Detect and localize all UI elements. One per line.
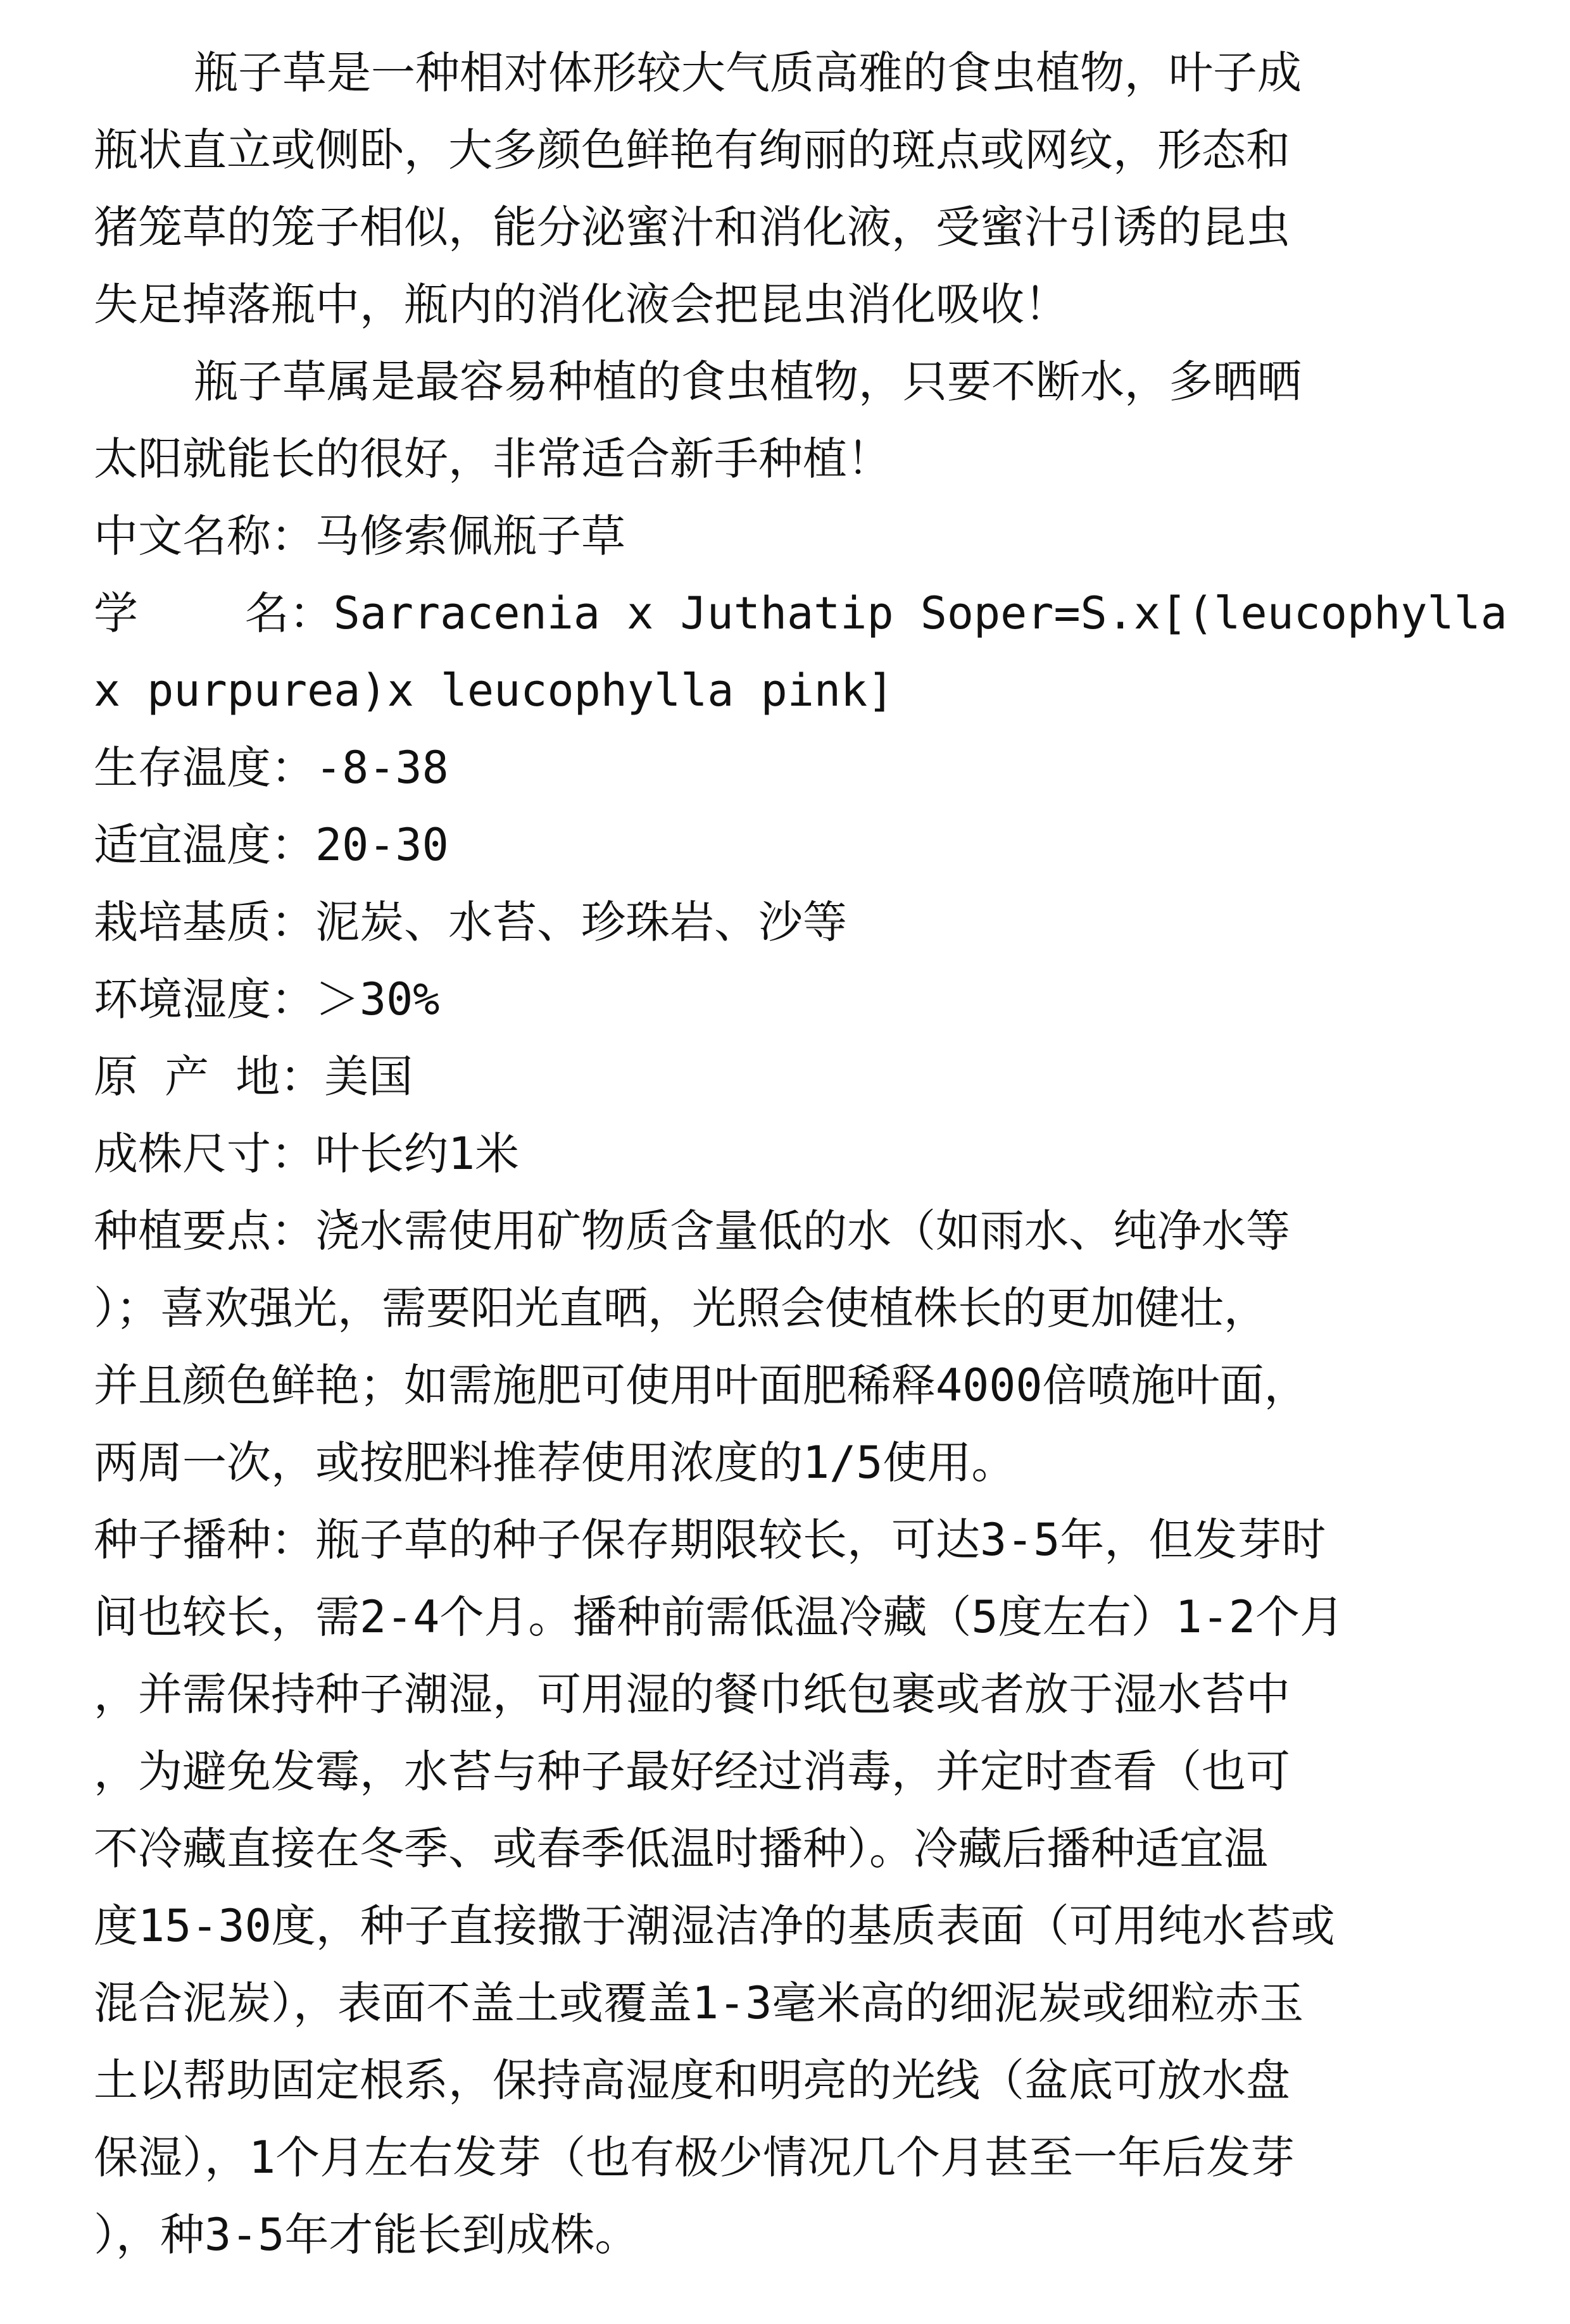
text-line: ）；喜欢强光，需要阳光直晒，光照会使植株长的更加健壮，	[94, 1282, 1268, 1334]
text-line: 种子播种：瓶子草的种子保存期限较长，可达3-5年，但发芽时	[94, 1514, 1326, 1566]
text-line: ，并需保持种子潮湿，可用湿的餐巾纸包裹或者放于湿水苔中	[94, 1668, 1290, 1720]
text-line: 环境湿度：＞30%	[94, 973, 440, 1025]
text-line: 度15-30度，种子直接撒于潮湿洁净的基质表面（可用纯水苔或	[94, 1900, 1335, 1952]
text-line: x purpurea)x leucophylla pink]	[94, 665, 895, 716]
text-line: 瓶状直立或侧卧，大多颜色鲜艳有绚丽的斑点或网纹，形态和	[94, 124, 1290, 176]
text-line: 学 名：Sarracenia x Juthatip Soper=S.x[(leucophylla	[94, 587, 1507, 639]
text-line: 瓶子草是一种相对体形较大气质高雅的食虫植物，叶子成	[194, 47, 1302, 99]
text-line: 栽培基质：泥炭、水苔、珍珠岩、沙等	[94, 896, 847, 948]
text-line: 瓶子草属是最容易种植的食虫植物，只要不断水，多晒晒	[194, 356, 1302, 408]
text-line: 并且颜色鲜艳；如需施肥可使用叶面肥稀释4000倍喷施叶面，	[94, 1359, 1309, 1411]
text-line: 混合泥炭），表面不盖土或覆盖1-3毫米高的细泥炭或细粒赤玉	[94, 1977, 1304, 2029]
text-line: 种植要点：浇水需使用矿物质含量低的水（如雨水、纯净水等	[94, 1205, 1290, 1257]
text-line: 猪笼草的笼子相似，能分泌蜜汁和消化液，受蜜汁引诱的昆虫	[94, 201, 1290, 253]
text-line: 适宜温度：20-30	[94, 819, 449, 871]
text-line: ，为避免发霉，水苔与种子最好经过消毒，并定时查看（也可	[94, 1746, 1290, 1797]
text-line: 太阳就能长的很好，非常适合新手种植！	[94, 433, 891, 485]
text-line: 土以帮助固定根系，保持高湿度和明亮的光线（盆底可放水盘	[94, 2054, 1290, 2106]
text-line: 不冷藏直接在冬季、或春季低温时播种）。冷藏后播种适宜温	[94, 1823, 1268, 1875]
text-line: 中文名称：马修索佩瓶子草	[94, 510, 625, 562]
text-line: 保湿），1个月左右发芽（也有极少情况几个月甚至一年后发芽	[94, 2132, 1295, 2183]
text-line: 两周一次，或按肥料推荐使用浓度的1/5使用。	[94, 1437, 1016, 1489]
text-line: 成株尺寸：叶长约1米	[94, 1128, 520, 1180]
text-line: 间也较长，需2-4个月。播种前需低温冷藏（5度左右）1-2个月	[94, 1591, 1345, 1643]
text-line: 失足掉落瓶中，瓶内的消化液会把昆虫消化吸收！	[94, 278, 1069, 330]
text-line: ），种3-5年才能长到成株。	[94, 2209, 639, 2261]
text-line: 原 产 地：美国	[94, 1051, 413, 1103]
text-line: 生存温度：-8-38	[94, 742, 449, 794]
